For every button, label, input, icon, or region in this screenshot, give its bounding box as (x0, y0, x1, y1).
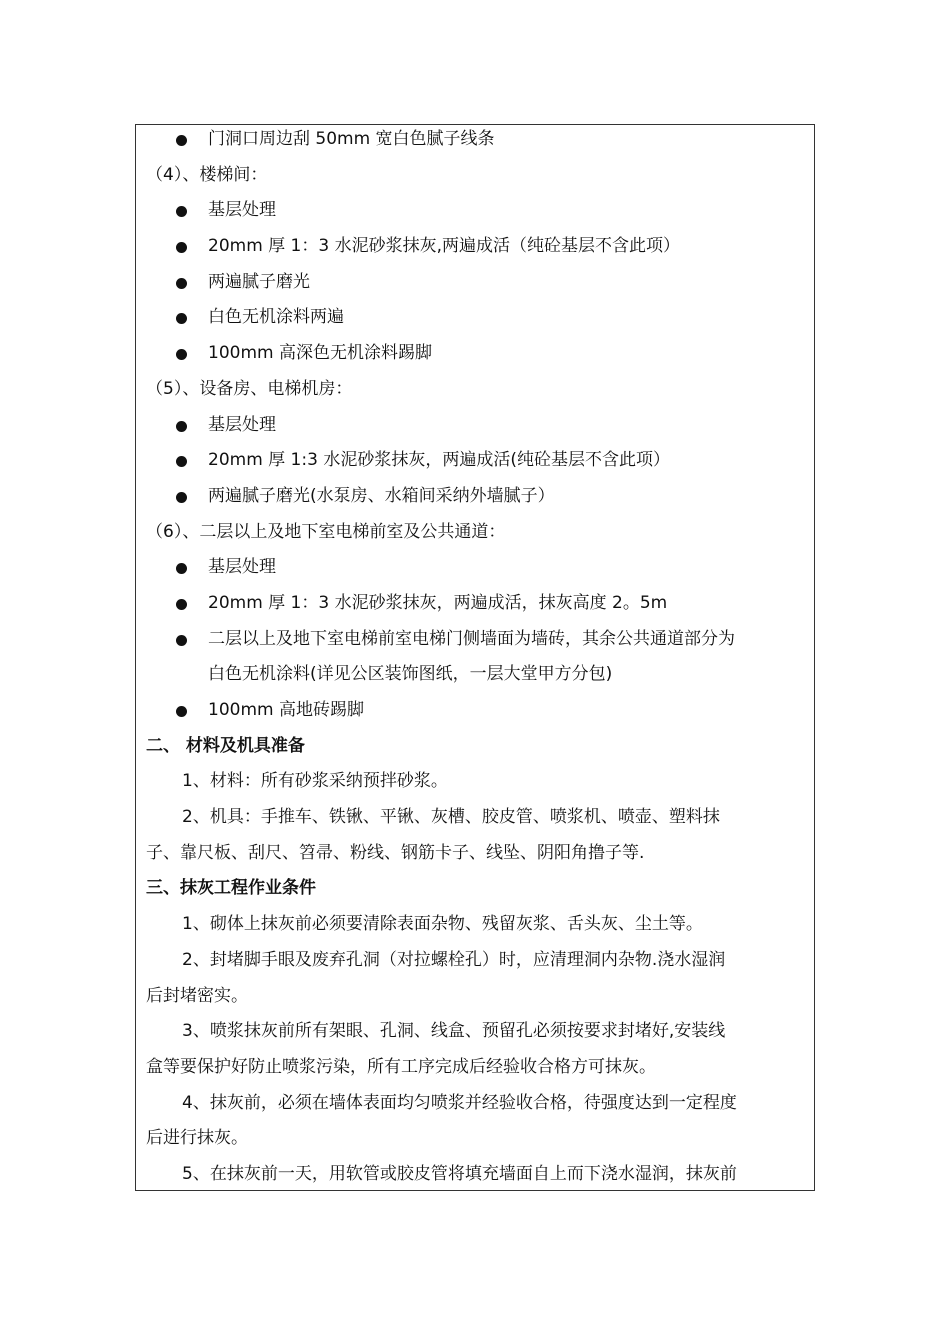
document-body (146, 124, 806, 1191)
line-text: （4）、楼梯间： (146, 164, 268, 185)
paragraph-line (146, 1050, 806, 1086)
bullet-dot-icon (176, 313, 187, 324)
bullet-dot-icon (176, 635, 187, 646)
bullet-dot-icon (176, 278, 187, 289)
bullet-item (146, 124, 806, 158)
line-text: 三、抹灰工程作业条件 (146, 878, 316, 899)
line-text: 子、靠尺板、刮尺、笤帚、粉线、钢筋卡子、线坠、阴阳角撸子等. (146, 842, 645, 863)
bullet-item (146, 300, 806, 336)
line-text: 5、在抹灰前一天，用软管或胶皮管将填充墙面自上而下浇水湿润，抹灰前 (182, 1163, 737, 1184)
bullet-dot-icon (176, 349, 187, 360)
bullet-item (146, 479, 806, 515)
line-text: 100mm 高地砖踢脚 (208, 700, 364, 720)
subsection-title (146, 158, 806, 194)
section-heading (146, 871, 806, 907)
line-text: 二、 材料及机具准备 (146, 735, 305, 756)
line-text: 两遍腻子磨光 (208, 271, 310, 292)
paragraph-line (146, 1014, 806, 1050)
bullet-item (146, 336, 806, 372)
line-text: 后封堵密实。 (146, 985, 248, 1006)
bullet-item (146, 265, 806, 301)
line-text: 门洞口周边刮 50mm 宽白色腻子线条 (208, 129, 495, 149)
line-text: 1、砌体上抹灰前必须要清除表面杂物、残留灰浆、舌头灰、尘土等。 (182, 914, 703, 935)
bullet-item (146, 550, 806, 586)
bullet-dot-icon (176, 421, 187, 432)
bullet-dot-icon (176, 563, 187, 574)
line-text: 2、机具：手推车、铁锹、平锹、灰槽、胶皮管、喷浆机、喷壶、塑料抹 (182, 807, 720, 828)
bullet-dot-icon (176, 206, 187, 217)
line-text: 1、材料：所有砂浆采纳预拌砂浆。 (182, 771, 448, 792)
line-text: 白色无机涂料两遍 (208, 307, 344, 328)
bullet-dot-icon (176, 599, 187, 610)
paragraph-line (146, 943, 806, 979)
bullet-item (146, 229, 806, 265)
paragraph-line (146, 800, 806, 836)
line-text: 3、喷浆抹灰前所有架眼、孔洞、线盒、预留孔必须按要求封堵好,安装线 (182, 1021, 726, 1042)
line-text: 2、封堵脚手眼及废弃孔洞（对拉螺栓孔）时，应清理洞内杂物.浇水湿润 (182, 949, 726, 970)
line-text: 4、抹灰前，必须在墙体表面均匀喷浆并经验收合格，待强度达到一定程度 (182, 1092, 737, 1113)
paragraph-line (146, 764, 806, 800)
line-text: 20mm 厚 1：3 水泥砂浆抹灰，两遍成活，抹灰高度 2。5m (208, 592, 668, 613)
line-text: 基层处理 (208, 414, 276, 435)
paragraph-line (146, 1157, 806, 1191)
paragraph-line (146, 1121, 806, 1157)
document-table-cell (135, 124, 815, 1191)
paragraph-line (146, 836, 806, 872)
bullet-item (146, 193, 806, 229)
line-text: 基层处理 (208, 200, 276, 221)
line-text: 基层处理 (208, 557, 276, 578)
bullet-item (146, 408, 806, 444)
line-text: 白色无机涂料(详见公区装饰图纸，一层大堂甲方分包) (208, 664, 613, 685)
paragraph-line (146, 657, 806, 693)
bullet-dot-icon (176, 135, 187, 146)
line-text: 100mm 高深色无机涂料踢脚 (208, 343, 432, 364)
section-heading (146, 729, 806, 765)
line-text: 后进行抹灰。 (146, 1128, 248, 1149)
paragraph-line (146, 1086, 806, 1122)
line-text: 盒等要保护好防止喷浆污染，所有工序完成后经验收合格方可抹灰。 (146, 1056, 656, 1077)
bullet-dot-icon (176, 492, 187, 503)
line-text: 20mm 厚 1:3 水泥砂浆抹灰，两遍成活(纯砼基层不含此项） (208, 450, 670, 471)
line-text: 二层以上及地下室电梯前室电梯门侧墙面为墙砖，其余公共通道部分为 (208, 628, 735, 649)
bullet-item (146, 586, 806, 622)
bullet-dot-icon (176, 706, 187, 717)
paragraph-line (146, 979, 806, 1015)
bullet-item (146, 693, 806, 729)
bullet-item (146, 443, 806, 479)
subsection-title (146, 372, 806, 408)
paragraph-line (146, 907, 806, 943)
bullet-dot-icon (176, 242, 187, 253)
bullet-item (146, 622, 806, 658)
line-text: （6）、二层以上及地下室电梯前室及公共通道： (146, 521, 506, 542)
line-text: 20mm 厚 1：3 水泥砂浆抹灰,两遍成活（纯砼基层不含此项） (208, 236, 680, 257)
subsection-title (146, 515, 806, 551)
line-text: （5）、设备房、电梯机房： (146, 378, 353, 399)
line-text: 两遍腻子磨光(水泵房、水箱间采纳外墙腻子） (208, 485, 555, 506)
bullet-dot-icon (176, 456, 187, 467)
